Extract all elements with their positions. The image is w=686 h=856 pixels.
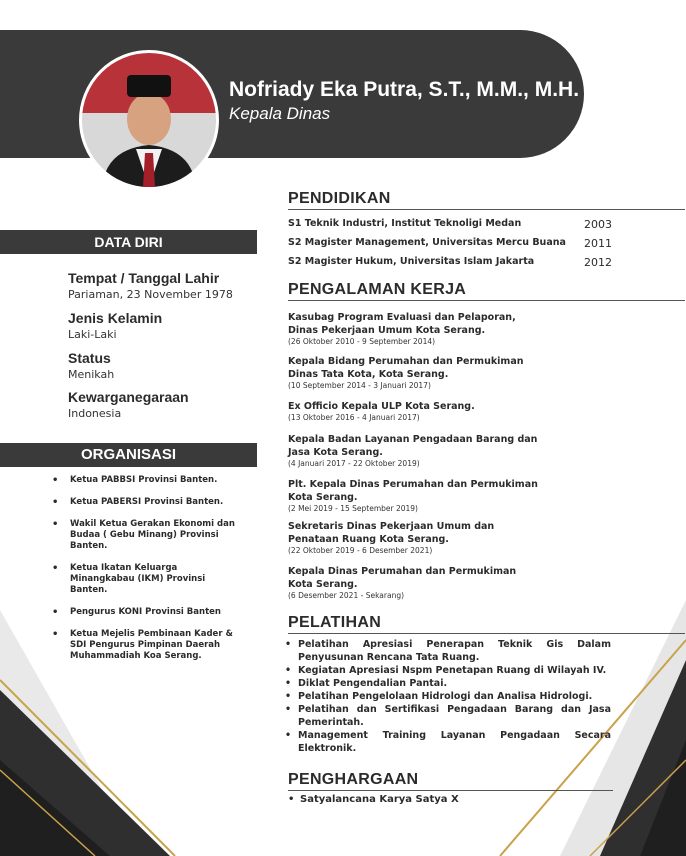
job-entry	[288, 565, 538, 601]
section-heading-pendidikan: PENDIDIKAN	[288, 190, 391, 207]
job-title: Plt. Kepala Dinas Perumahan dan Permukiman Kota Serang.	[288, 479, 538, 503]
field-label: Tempat / Tanggal Lahir	[68, 270, 220, 286]
job-date: (4 Januari 2017 - 22 Oktober 2019)	[288, 459, 420, 468]
education-row	[288, 218, 628, 229]
person-title: Kepala Dinas	[229, 104, 331, 123]
list-item: • Ketua PABBSI Provinsi Banten.	[52, 475, 240, 486]
field-gender	[68, 310, 162, 341]
education-year: 2012	[584, 256, 612, 269]
divider	[288, 209, 685, 210]
list-item: • Pelatihan dan Sertifikasi Pengadaan Barang dan Jasa Pemerintah.	[285, 703, 611, 729]
profile-photo	[79, 50, 219, 190]
list-item: • Ketua PABERSI Provinsi Banten.	[52, 497, 240, 508]
section-heading-organisasi: ORGANISASI	[0, 443, 257, 467]
job-entry	[288, 433, 538, 469]
field-value: Pariaman, 23 November 1978	[68, 288, 233, 301]
job-date: (2 Mei 2019 - 15 September 2019)	[288, 504, 418, 513]
job-date: (22 Oktober 2019 - 6 Desember 2021)	[288, 546, 433, 555]
list-item: • Diklat Pengendalian Pantai.	[285, 677, 611, 690]
education-degree: S1 Teknik Industri, Institut Teknoligi Medan	[288, 218, 522, 229]
list-item: • Wakil Ketua Gerakan Ekonomi dan Budaa ( Gebu Minang) Provinsi Banten.	[52, 519, 240, 552]
job-title: Kepala Badan Layanan Pengadaan Barang dan Jasa Kota Serang.	[288, 434, 538, 458]
job-title: Ex Officio Kepala ULP Kota Serang.	[288, 401, 475, 412]
pelatihan-list	[285, 638, 611, 755]
education-year: 2003	[584, 218, 612, 231]
job-title: Kasubag Program Evaluasi dan Pelaporan, Dinas Pekerjaan Umum Kota Serang.	[288, 312, 516, 336]
divider	[288, 300, 685, 301]
education-row	[288, 237, 628, 248]
list-item: • Pelatihan Apresiasi Penerapan Teknik Gis Dalam Penyusunan Rencana Tata Ruang.	[285, 638, 611, 664]
job-date: (10 September 2014 - 3 Januari 2017)	[288, 381, 431, 390]
list-item: • Ketua Ikatan Keluarga Minangkabau (IKM) Provinsi Banten.	[52, 563, 240, 596]
field-value: Menikah	[68, 368, 115, 381]
section-heading-data-diri: DATA DIRI	[0, 230, 257, 254]
job-entry	[288, 520, 538, 556]
person-name: Nofriady Eka Putra, S.T., M.M., M.H.	[229, 78, 580, 101]
list-item: • Pelatihan Pengelolaan Hidrologi dan Analisa Hidrologi.	[285, 690, 611, 703]
list-item: • Pengurus KONI Provinsi Banten	[52, 607, 240, 618]
job-date: (13 Oktober 2016 - 4 Januari 2017)	[288, 413, 420, 422]
job-title: Sekretaris Dinas Pekerjaan Umum dan Penataan Ruang Kota Serang.	[288, 521, 495, 545]
list-item: • Ketua Mejelis Pembinaan Kader & SDI Pengurus Pimpinan Daerah Muhammadiah Koa Serang.	[52, 629, 240, 662]
field-value: Indonesia	[68, 407, 122, 420]
organisasi-list	[52, 475, 240, 662]
job-date: (26 Oktober 2010 - 9 September 2014)	[288, 337, 436, 346]
field-status	[68, 350, 114, 381]
award-item: • Satyalancana Karya Satya X	[288, 794, 459, 805]
job-entry	[288, 355, 538, 391]
list-item: • Management Training Layanan Pengadaan Secara Elektronik.	[285, 729, 611, 755]
job-entry	[288, 478, 538, 514]
job-date: (6 Desember 2021 - Sekarang)	[288, 591, 405, 600]
field-label: Kewarganegaraan	[68, 389, 189, 405]
list-item: • Kegiatan Apresiasi Nspm Penetapan Ruang di Wilayah IV.	[285, 664, 611, 677]
job-entry	[288, 311, 538, 347]
divider	[288, 633, 685, 634]
field-citizenship	[68, 389, 189, 420]
section-heading-penghargaan: PENGHARGAAN	[288, 771, 419, 788]
education-year: 2011	[584, 237, 612, 250]
field-birth	[68, 270, 233, 301]
section-heading-pengalaman: PENGALAMAN KERJA	[288, 281, 467, 298]
section-heading-pelatihan: PELATIHAN	[288, 614, 382, 631]
field-value: Laki-Laki	[68, 328, 117, 341]
education-row	[288, 256, 628, 267]
education-degree: S2 Magister Hukum, Universitas Islam Jakarta	[288, 256, 535, 267]
field-label: Jenis Kelamin	[68, 310, 163, 326]
field-label: Status	[68, 350, 111, 366]
divider	[288, 790, 613, 791]
job-title: Kepala Bidang Perumahan dan Permukiman Dinas Tata Kota, Kota Serang.	[288, 356, 524, 380]
education-degree: S2 Magister Management, Universitas Mercu Buana	[288, 237, 566, 248]
job-title: Kepala Dinas Perumahan dan Permukiman Kota Serang.	[288, 566, 517, 590]
job-entry	[288, 400, 538, 423]
